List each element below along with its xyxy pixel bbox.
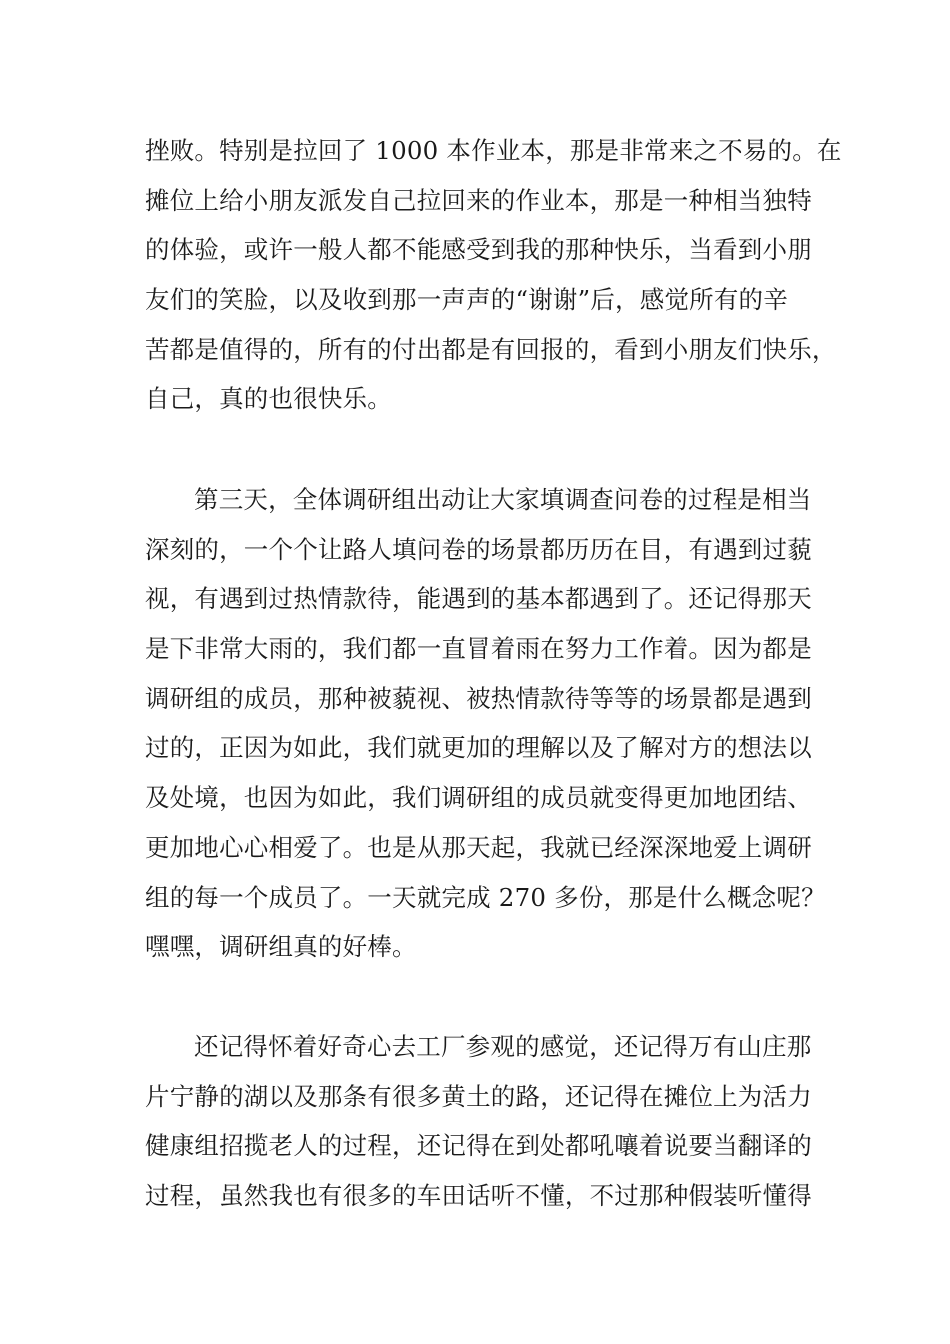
text-line: 友们的笑脸，以及收到那一声声的“谢谢”后，感觉所有的辛	[145, 285, 788, 315]
text-line: 及处境，也因为如此，我们调研组的成员就变得更加地团结、	[145, 783, 812, 813]
text-line: 视，有遇到过热情款待，能遇到的基本都遇到了。还记得那天	[145, 584, 812, 614]
text-line: 摊位上给小朋友派发自己拉回来的作业本，那是一种相当独特	[145, 185, 812, 215]
text-line: 健康组招揽老人的过程，还记得在到处都吼嚷着说要当翻译的	[145, 1131, 812, 1161]
text-line: 过的，正因为如此，我们就更加的理解以及了解对方的想法以	[145, 733, 812, 763]
paragraph	[145, 475, 825, 972]
paragraph	[145, 126, 842, 424]
text-line: 嘿嘿，调研组真的好棒。	[145, 932, 417, 962]
text-line: 深刻的，一个个让路人填问卷的场景都历历在目，有遇到过藐	[145, 534, 812, 564]
text-line: 组的每一个成员了。一天就完成 270 多份，那是什么概念呢？	[145, 882, 826, 912]
text-line: 还记得怀着好奇心去工厂参观的感觉，还记得万有山庄那	[194, 1032, 812, 1061]
text-line: 片宁静的湖以及那条有很多黄土的路，还记得在摊位上为活力	[145, 1081, 812, 1111]
text-line: 苦都是值得的，所有的付出都是有回报的，看到小朋友们快乐，	[145, 334, 837, 364]
text-line: 更加地心心相爱了。也是从那天起，我就已经深深地爱上调研	[145, 832, 812, 862]
text-line: 第三天，全体调研组出动让大家填调查问卷的过程是相当	[194, 485, 812, 514]
text-line: 挫败。特别是拉回了 1000 本作业本，那是非常来之不易的。在	[145, 136, 842, 165]
text-line: 自己，真的也很快乐。	[145, 384, 392, 414]
text-line: 过程，虽然我也有很多的车田话听不懂，不过那种假装听懂得	[145, 1181, 812, 1211]
paragraph	[145, 1022, 825, 1221]
text-line: 是下非常大雨的，我们都一直冒着雨在努力工作着。因为都是	[145, 634, 812, 664]
text-line: 调研组的成员，那种被藐视、被热情款待等等的场景都是遇到	[145, 683, 812, 713]
text-line: 的体验，或许一般人都不能感受到我的那种快乐，当看到小朋	[145, 235, 812, 265]
